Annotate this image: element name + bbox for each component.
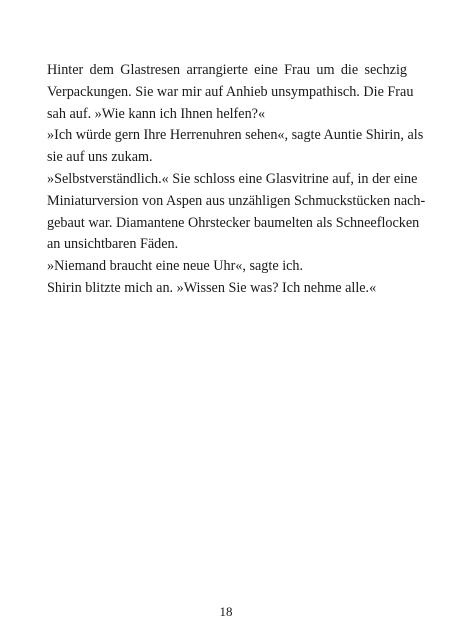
text-line: »Niemand braucht eine neue Uhr«, sagte ich.: [47, 258, 304, 275]
text-line: sah auf. »Wie kann ich Ihnen helfen?«: [47, 105, 266, 122]
text-line: Shirin blitzte mich an. »Wissen Sie was? Ich nehme alle.«: [47, 279, 377, 296]
text-line: Miniaturversion von Aspen aus unzähligen Schmuckstücken nach-: [47, 192, 426, 209]
text-line: sie auf uns zukam.: [47, 149, 153, 166]
page-number: 18: [219, 604, 233, 619]
text-line: Verpackungen. Sie war mir auf Anhieb unsympathisch. Die Frau: [47, 83, 414, 100]
text-line: an unsichtbaren Fäden.: [47, 236, 179, 253]
text-line: Hinter dem Glastresen arrangierte eine Frau um die sechzig: [47, 62, 407, 78]
body-text: [47, 60, 426, 300]
text-line: gebaut war. Diamantene Ohrstecker baumelten als Schneeflocken: [47, 214, 420, 231]
text-line: »Ich würde gern Ihre Herrenuhren sehen«, sagte Auntie Shirin, als: [47, 127, 424, 144]
text-line: »Selbstverständlich.« Sie schloss eine Glasvitrine auf, in der eine: [47, 170, 418, 187]
